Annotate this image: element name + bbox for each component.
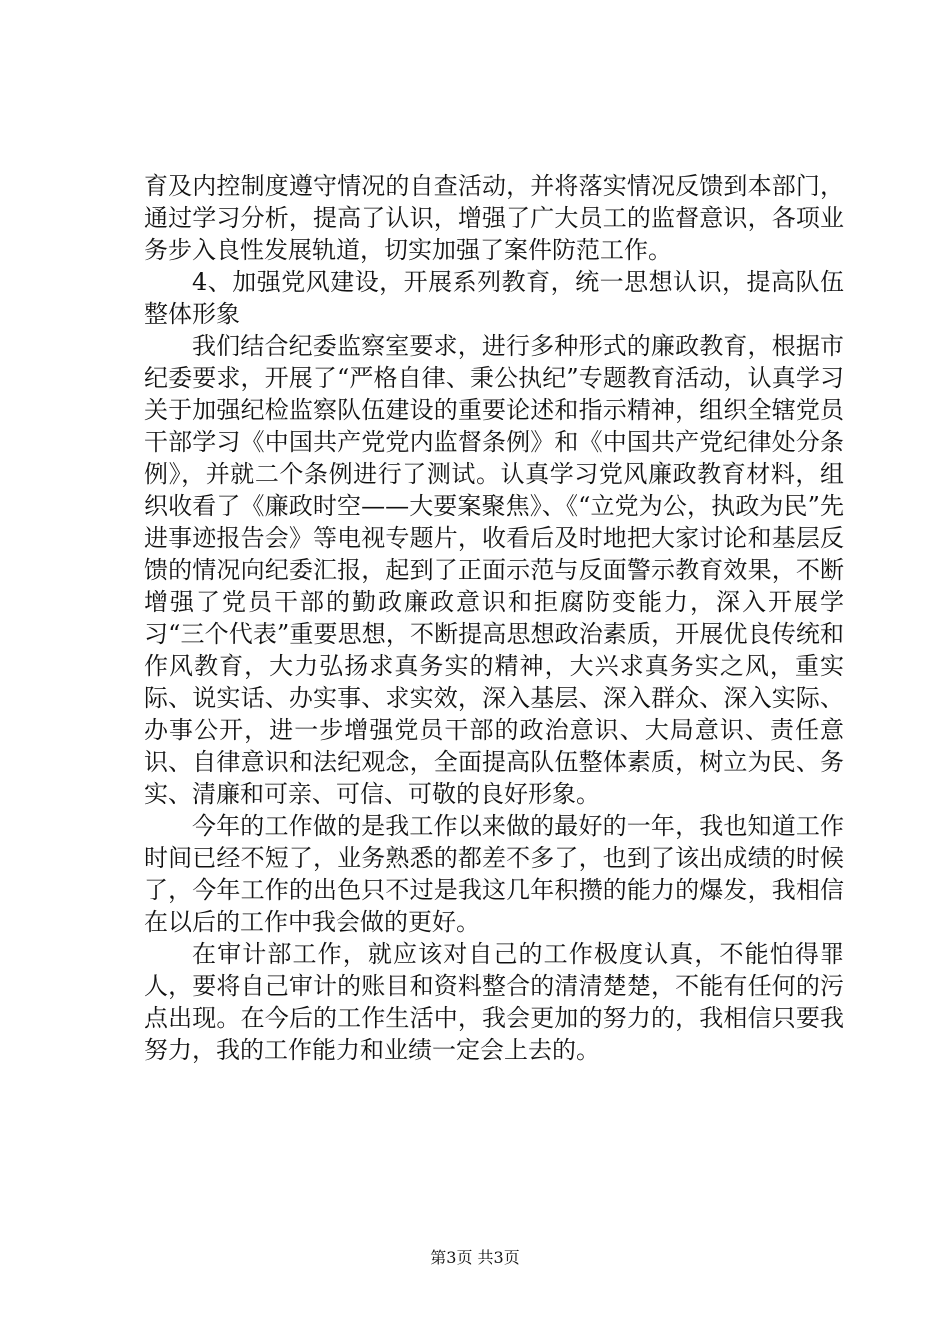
section-heading: 4、加强党风建设，开展系列教育，统一思想认识，提高队伍整体形象 [144,268,844,328]
paragraph-achievement: 今年的工作做的是我工作以来做的最好的一年，我也知道工作时间已经不短了，业务熟悉的都差不多了，也到了该出成绩的时候了，今年工作的出色只不过是我这几年积攒的能力的爆发，我相信在以后的工作中我会做的更好。 [144,812,844,936]
document-body [144,170,844,1066]
paragraph-education: 我们结合纪委监察室要求，进行多种形式的廉政教育，根据市纪委要求，开展了“严格自律、秉公执纪”专题教育活动，认真学习关于加强纪检监察队伍建设的重要论述和指示精神，组织全辖党员干部学习《中国共产党党内监督条例》和《中国共产党纪律处分条例》，并就二个条例进行了测试。认真学习党风廉政教育材料，组织收看了《廉政时空——大要案聚焦》、《“立党为公，执政为民”先进事迹报告会》等电视专题片，收看后及时地把大家讨论和基层反馈的情况向纪委汇报，起到了正面示范与反面警示教育效果，不断增强了党员干部的勤政廉政意识和拒腐防变能力，深入开展学习“三个代表”重要思想，不断提高思想政治素质，开展优良传统和作风教育，大力弘扬求真务实的精神，大兴求真务实之风，重实际、说实话、办实事、求实效，深入基层、深入群众、深入实际、办事公开，进一步增强党员干部的政治意识、大局意识、责任意识、自律意识和法纪观念，全面提高队伍整体素质，树立为民、务实、清廉和可亲、可信、可敬的良好形象。 [144,332,844,808]
page-footer: 第3页 共3页 [430,1248,520,1267]
paragraph-audit-work: 在审计部工作，就应该对自己的工作极度认真，不能怕得罪人，要将自己审计的账目和资料整合的清清楚楚，不能有任何的污点出现。在今后的工作生活中，我会更加的努力的，我相信只要我努力，我的工作能力和业绩一定会上去的。 [144,940,844,1064]
paragraph-continuation: 育及内控制度遵守情况的自查活动，并将落实情况反馈到本部门，通过学习分析，提高了认识，增强了广大员工的监督意识，各项业务步入良性发展轨道，切实加强了案件防范工作。 [144,172,844,264]
